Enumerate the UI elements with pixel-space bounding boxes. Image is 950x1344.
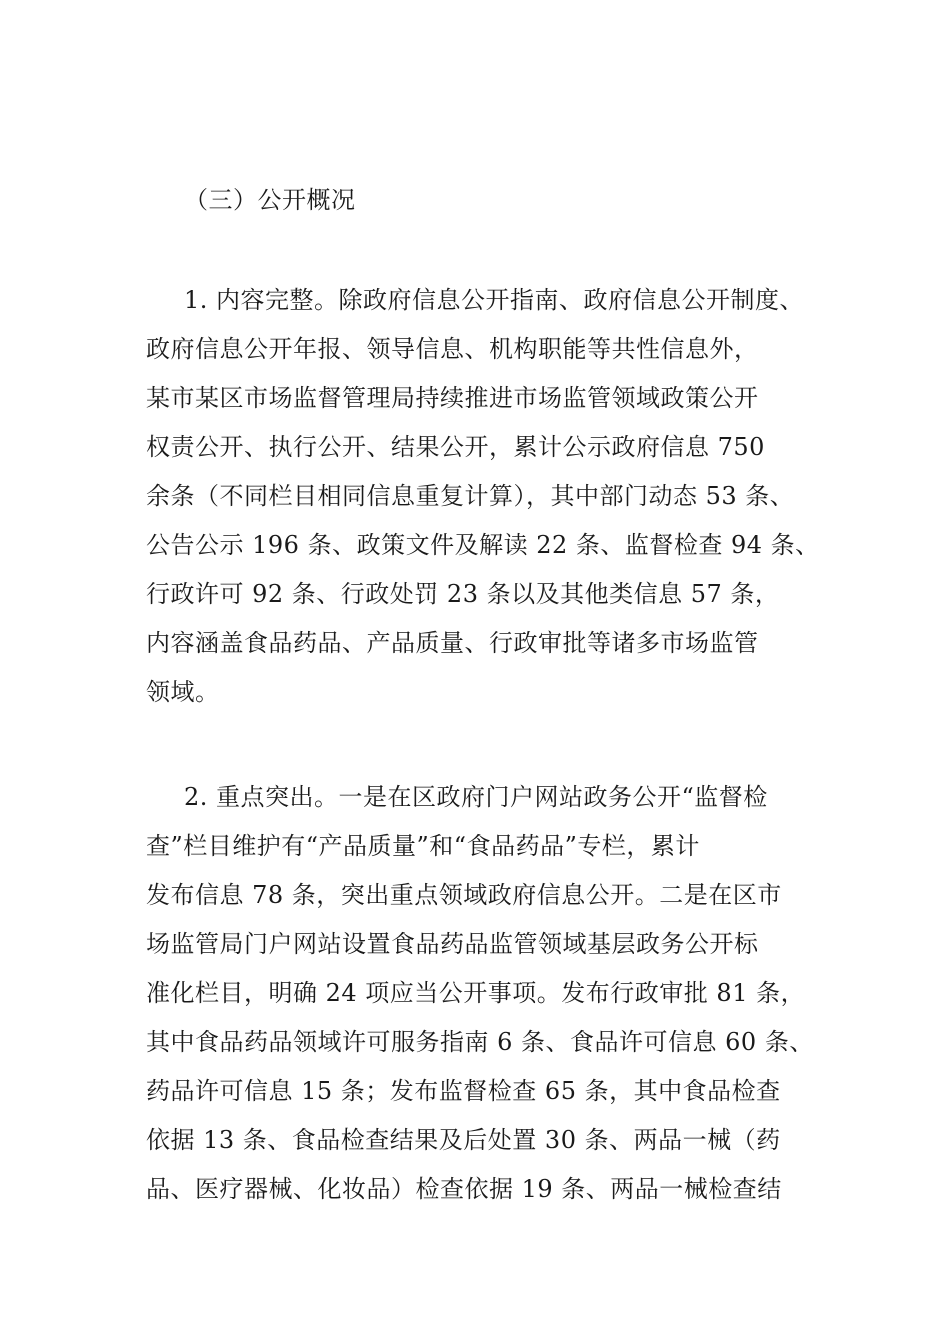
paragraph-line: 行政许可 92 条、行政处罚 23 条以及其他类信息 57 条， [146, 580, 780, 608]
paragraph-line: 内容涵盖食品药品、产品质量、行政审批等诸多市场监管 [146, 629, 759, 657]
paragraph-line: 依据 13 条、食品检查结果及后处置 30 条、两品一械（药 [146, 1126, 781, 1154]
paragraph-line: 2. 重点突出。一是在区政府门户网站政务公开“监督检 [184, 783, 768, 811]
paragraph-line: 准化栏目，明确 24 项应当公开事项。发布行政审批 81 条， [146, 979, 806, 1007]
paragraph-line: 1. 内容完整。除政府信息公开指南、政府信息公开制度、 [184, 286, 805, 314]
paragraph-line: 品、医疗器械、化妆品）检查依据 19 条、两品一械检查结 [146, 1175, 782, 1203]
paragraph-line: 查”栏目维护有“产品质量”和“食品药品”专栏，累计 [146, 832, 700, 860]
paragraph-line: 某市某区市场监督管理局持续推进市场监管领域政策公开 [146, 384, 759, 412]
paragraph-content-complete [146, 276, 846, 717]
paragraph-line: 权责公开、执行公开、结果公开，累计公示政府信息 750 [146, 433, 765, 461]
paragraph-line: 其中食品药品领域许可服务指南 6 条、食品许可信息 60 条、 [146, 1028, 814, 1056]
paragraph-line: 领域。 [146, 678, 220, 706]
paragraph-key-highlights [146, 773, 846, 1214]
paragraph-line: 公告公示 196 条、政策文件及解读 22 条、监督检查 94 条、 [146, 531, 820, 559]
paragraph-line: 发布信息 78 条，突出重点领域政府信息公开。二是在区市 [146, 881, 782, 909]
paragraph-line: 余条（不同栏目相同信息重复计算），其中部门动态 53 条、 [146, 482, 795, 510]
paragraph-line: 药品许可信息 15 条；发布监督检查 65 条，其中食品检查 [146, 1077, 781, 1105]
paragraph-line: 政府信息公开年报、领导信息、机构职能等共性信息外， [146, 335, 759, 363]
paragraph-line: 场监管局门户网站设置食品药品监管领域基层政务公开标 [146, 930, 759, 958]
section-heading: （三）公开概况 [184, 186, 356, 214]
